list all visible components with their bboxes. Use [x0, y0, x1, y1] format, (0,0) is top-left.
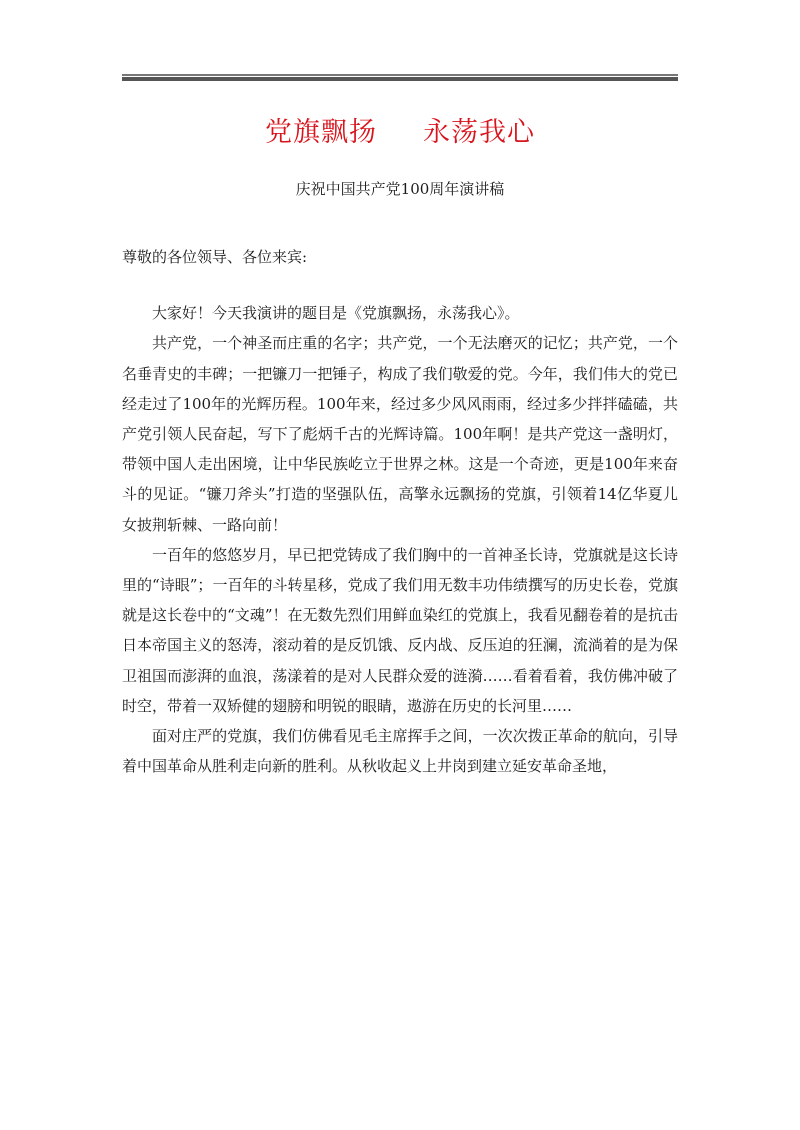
title-part-1: 党旗飘扬 — [265, 117, 377, 148]
document-title — [0, 110, 800, 149]
header-rule — [122, 74, 678, 81]
paragraph-3: 一百年的悠悠岁月，早已把党铸成了我们胸中的一首神圣长诗，党旗就是这长诗里的“诗眼”；一百年的斗转星移，党成了我们用无数丰功伟绩撰写的历史长卷，党旗就是这长卷中的“文魂”！在无数先烈们用鲜血染红的党旗上，我看见翻卷着的是抗击日本帝国主义的怒涛，滚动着的是反饥饿、反内战、反压迫的狂澜，流淌着的是为保卫祖国而澎湃的血浪，荡漾着的是对人民群众爱的涟漪……看着看着，我仿佛冲破了时空，带着一双矫健的翅膀和明锐的眼睛，遨游在历史的长河里…… — [122, 545, 678, 715]
paragraph-2: 共产党，一个神圣而庄重的名字；共产党，一个无法磨灭的记忆；共产党，一个名垂青史的丰碑；一把镰刀一把锤子，构成了我们敬爱的党。今年，我们伟大的党已经走过了100年的光辉历程。100年来，经过多少风风雨雨，经过多少拌拌磕磕，共产党引领人民奋起，写下了彪炳千古的光辉诗篇。100年啊！是共产党这一盏明灯，带领中国人走出困境，让中华民族屹立于世界之林。这是一个奇迹，更是100年来奋斗的见证。“镰刀斧头”打造的坚强队伍，高擎永远飘扬的党旗，引领着14亿华夏儿女披荆斩棘、一路向前！ — [122, 334, 678, 534]
document-subtitle: 庆祝中国共产党100周年演讲稿 — [295, 180, 505, 198]
salutation: 尊敬的各位领导、各位来宾: — [122, 248, 308, 266]
paragraph-4: 面对庄严的党旗，我们仿佛看见毛主席挥手之间，一次次拨正革命的航向，引导着中国革命从胜利走向新的胜利。从秋收起义上井岗到建立延安革命圣地， — [122, 727, 678, 776]
document-body — [122, 242, 678, 781]
paragraph-1: 大家好！今天我演讲的题目是《党旗飘扬，永荡我心》。 — [152, 304, 520, 323]
title-part-2: 永荡我心 — [423, 117, 535, 148]
